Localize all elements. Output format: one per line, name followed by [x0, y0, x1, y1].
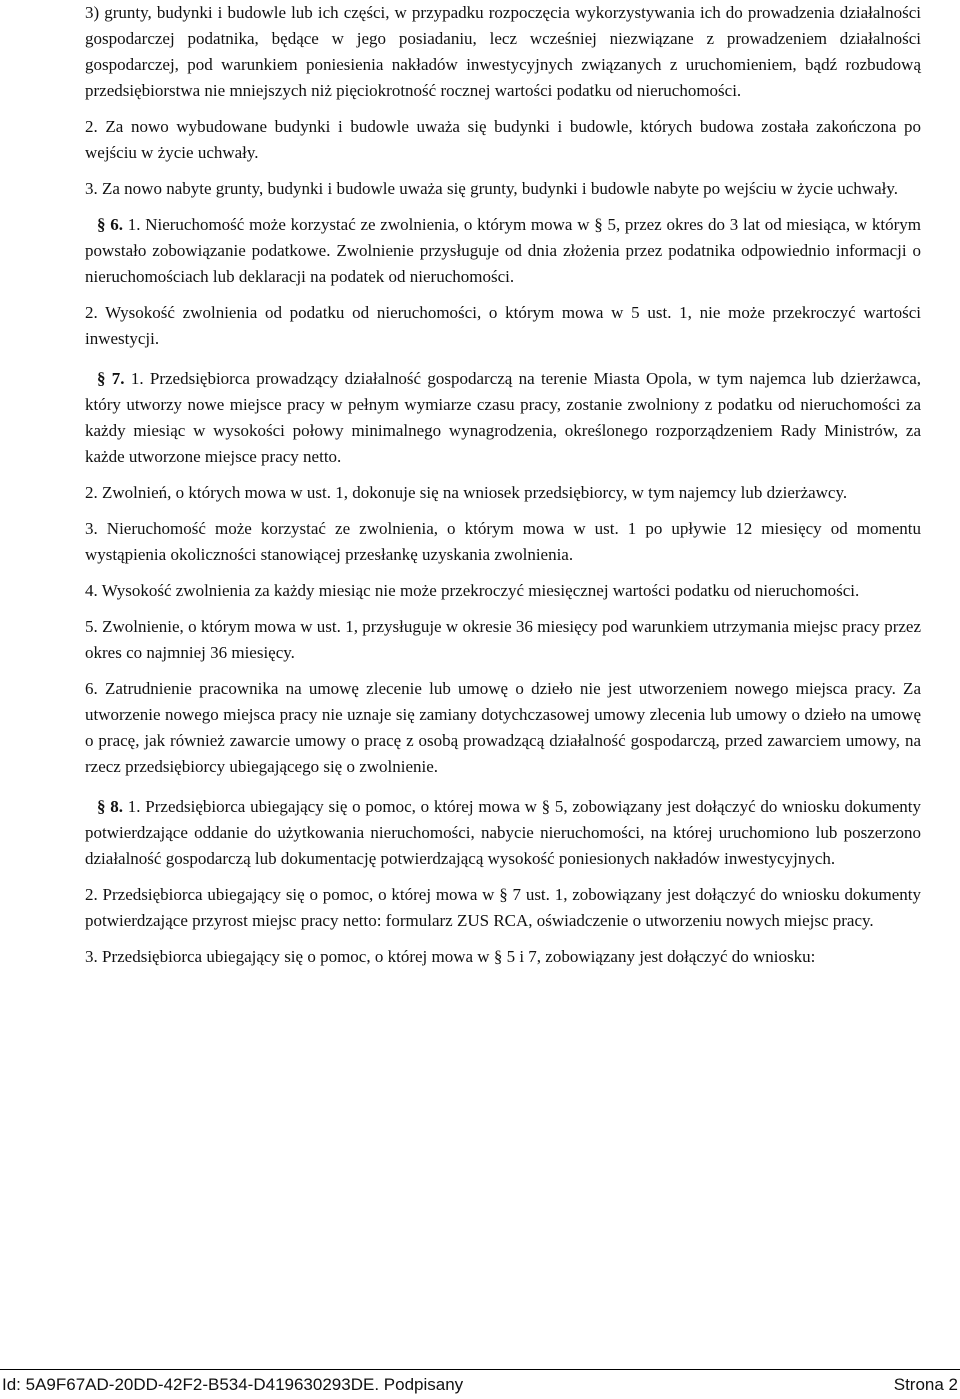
section-text: 1. Przedsiębiorca ubiegający się o pomoc, o której mowa w § 5, zobowiązany jest dołączyć do wniosku dokumenty potwierdzające oddanie do użytkowania nieruchomości, nabycie nieruchomości, na której uruchomiono lub poszerzono działalność gospodarczą lub dokumentację potwierdzającą wysokość poniesionych nakładów inwestycyjnych. — [85, 797, 922, 868]
document-id: Id: 5A9F67AD-20DD-42F2-B534-D419630293DE. Podpisany — [2, 1375, 464, 1394]
paragraph-5-2: 2. Za nowo wybudowane budynki i budowle uważa się budynki i budowle, których budowa została zakończona po wejściu w życie uchwały. — [85, 117, 921, 162]
section-number: § 8. — [97, 797, 124, 816]
section-text: 1. Przedsiębiorca prowadzący działalność gospodarczą na terenie Miasta Opola, w tym najemca lub dzierżawca, który utworzy nowe miejsce pracy w pełnym wymiarze czasu pracy, zostanie zwolniony z podatku od nieruchomości za każdy miesiąc w wysokości połowy minimalnego wynagrodzenia, określonego rozporządzeniem Rady Ministrów, za każde utworzone miejsce pracy netto. — [85, 369, 921, 466]
section-number: § 6. — [97, 215, 123, 234]
paragraph-5-3: 3. Za nowo nabyte grunty, budynki i budowle uważa się grunty, budynki i budowle nabyte po wejściu w życie uchwały. — [85, 179, 898, 198]
paragraph-8-2: 2. Przedsiębiorca ubiegający się o pomoc, o której mowa w § 7 ust. 1, zobowiązany jest dołączyć do wniosku dokumenty potwierdzające przyrost miejsc pracy netto: formularz ZUS RCA, oświadczenie o utworzeniu nowych miejsc pracy. — [85, 885, 921, 930]
page-number: Strona 2 — [893, 1375, 958, 1394]
paragraph-7-3: 3. Nieruchomość może korzystać ze zwolnienia, o którym mowa w ust. 1 po upływie 12 miesięcy od momentu wystąpienia okoliczności stanowiącej przesłankę uzyskania zwolnienia. — [85, 519, 921, 564]
paragraph-7-5: 5. Zwolnienie, o którym mowa w ust. 1, przysługuje w okresie 36 miesięcy pod warunkiem utrzymania miejsc pracy przez okres co najmniej 36 miesięcy. — [85, 617, 921, 662]
section-number: § 7. — [97, 369, 125, 388]
section-8-1 — [85, 794, 921, 872]
section-7-1 — [85, 366, 921, 470]
document-body — [85, 0, 921, 970]
paragraph-8-3: 3. Przedsiębiorca ubiegający się o pomoc, o której mowa w § 5 i 7, zobowiązany jest dołączyć do wniosku: — [85, 947, 816, 966]
paragraph-7-4: 4. Wysokość zwolnienia za każdy miesiąc nie może przekroczyć miesięcznej wartości podatku od nieruchomości. — [85, 581, 860, 600]
paragraph-item-3: 3) grunty, budynki i budowle lub ich części, w przypadku rozpoczęcia wykorzystywania ich do prowadzenia działalności gospodarczej podatnika, będące w jego posiadaniu, lecz wcześniej niezwiązane z prowadzeniem działalności gospodarczej, pod warunkiem poniesienia nakładów inwestycyjnych związanych z uruchomieniem, bądź rozbudową przedsiębiorstwa nie mniejszych niż pięciokrotność rocznej wartości podatku od nieruchomości. — [85, 3, 921, 100]
paragraph-7-6: 6. Zatrudnienie pracownika na umowę zlecenie lub umowę o dzieło nie jest utworzeniem nowego miejsca pracy. Za utworzenie nowego miejsca pracy nie uznaje się zamiany dotychczasowej umowy zlecenia lub umowy o dzieło na umowę o pracę, jak również zawarcie umowy o pracę z osobą prowadzącą działalność gospodarczą, przed zawarciem umowy, na rzecz przedsiębiorcy ubiegającego się o zwolnienie. — [85, 679, 921, 776]
section-6-1 — [85, 212, 921, 290]
paragraph-6-2: 2. Wysokość zwolnienia od podatku od nieruchomości, o którym mowa w 5 ust. 1, nie może przekroczyć wartości inwestycji. — [85, 303, 921, 348]
footer-divider — [0, 1369, 960, 1370]
section-text: 1. Nieruchomość może korzystać ze zwolnienia, o którym mowa w § 5, przez okres do 3 lat od miesiąca, w którym powstało zobowiązanie podatkowe. Zwolnienie przysługuje od dnia złożenia przez podatnika odpowiednio informacji o nieruchomościach lub deklaracji na podatek od nieruchomości. — [85, 215, 921, 286]
paragraph-7-2: 2. Zwolnień, o których mowa w ust. 1, dokonuje się na wniosek przedsiębiorcy, w tym najemcy lub dzierżawcy. — [85, 483, 848, 502]
